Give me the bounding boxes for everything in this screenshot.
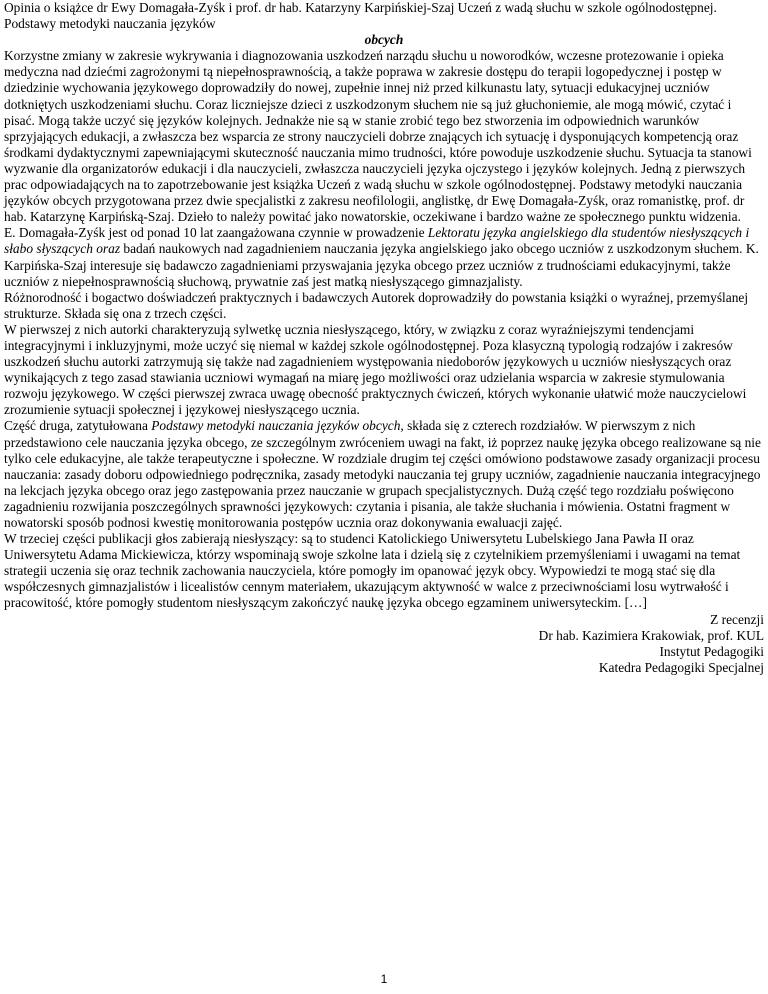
paragraph-part-two-start: Część druga, zatytułowana	[4, 418, 152, 434]
paragraph-authors-end: badań naukowych nad zagadnieniem nauczania języka angielskiego jako obcego uczniów z uszkodzonym słuchem. K. Karpińska-Szaj interesuje się badawczo zagadnieniami przyswajania języka obcego przez uczniów z trudnościami edukacyjnymi, także uczniów z niepełnosprawnością słuchową, prywatnie zaś jest matką niesłyszącego gimnazjalisty.	[4, 241, 759, 289]
paragraph-part-two-italic: Podstawy metodyki nauczania języków obcych,	[151, 418, 404, 434]
paragraph-part-one: W pierwszej z nich autorki charakteryzują sylwetkę ucznia niesłyszącego, który, w związku z coraz wyraźniejszymi tendencjami integracyjnymi i inkluzyjnymi, może uczyć się niemal w każdej szkole ogólnodostępnej. Poza klasyczną typologią rodzajów i zakresów uszkodzeń słuchu autorki zatrzymują się także nad zagadnieniem występowania niedoborów językowych u uczniów niesłyszących oraz wynikających z tego zasad stawiania uczniowi wymagań na miarę jego możliwości oraz udzielania wsparcia w zakresie stymulowania rozwoju językowego. W części pierwszej zwraca uwagę obecność praktycznych ćwiczeń, których wykonanie ułatwić może nauczycielowi zrozumienie sytuacji społecznej i językowej niesłyszącego ucznia.	[4, 321, 747, 418]
paragraph-part-three: W trzeciej części publikacji głos zabierają niesłyszący: są to studenci Katolickiego Uniwersytetu Lubelskiego Jana Pawła II oraz Uniwersytetu Adama Mickiewicza, którzy wspominają swoje szkolne lata i dzielą się z czytelnikiem przemyśleniami i uwagami na temat strategii uczenia się oraz technik zachowania nauczyciela, które pomogły im opanować język obcy. Wypowiedzi te mogą stać się dla współczesnych gimnazjalistów i licealistów cennym materiałem, ukazującym aktywność w walce z przeciwnościami losu wytrwałość i pracowitość, które pomogły studentom niesłyszącym zakończyć naukę języka obcego egzaminem uniwersyteckim. […]	[4, 531, 741, 611]
page-number: 1	[380, 972, 388, 986]
document-title: Opinia o książce dr Ewy Domagała-Zyśk i prof. dr hab. Katarzyny Karpińskiej-Szaj Uczeń z wadą słuchu w szkole ogólnodostępnej. Podstawy metodyki nauczania języków	[4, 0, 717, 32]
signature-line-4: Katedra Pedagogiki Specjalnej	[598, 659, 764, 675]
paragraph-authors-start: E. Domagała-Zyśk jest od ponad 10 lat zaangażowana czynnie w prowadzenie	[4, 225, 428, 241]
paragraph-authors-italic: Lektoratu języka angielskiego dla studentów niesłyszących i słabo słyszących oraz	[4, 225, 750, 257]
paragraph-intro: Korzystne zmiany w zakresie wykrywania i diagnozowania uszkodzeń narządu słuchu u noworodków, wczesne protezowanie i opieka medyczna nad dziećmi zagrożonymi tą niepełnosprawnością, a także poprawa w zakresie dostępu do terapii logopedycznej i postęp w dziedzinie wychowania językowego doprowadziły do nowej, zupełnie innej niż przed kilkunastu laty, sytuacji edukacyjnej uczniów dotkniętych uszkodzeniami słuchu. Coraz liczniejsze dzieci z uszkodzonym słuchem nie są już głuchoniemie, ale mogą mówić, czytać i pisać. Mogą także uczyć się języków kolejnych. Jednakże nie są w stanie zrobić tego bez stworzenia im odpowiednich warunków sprzyjających edukacji, a zwłaszcza bez wsparcia ze strony nauczycieli dobrze znających ich sytuację i dysponujących kompetencją oraz środkami dydaktycznymi zapewniającymi skuteczność nauczania mimo trudności, które powoduje uszkodzenie słuchu. Sytuacja ta stanowi wyzwanie dla organizatorów edukacji i dla nauczycieli, zwłaszcza nauczycieli języka ojczystego i języków kolejnych. Jedną z pierwszych prac odpowiadających na to zapotrzebowanie jest książka Uczeń z wadą słuchu w szkole ogólnodostępnej. Podstawy metodyki nauczania języków obcych przygotowana przez dwie specjalistki z zakresu neofilologii, anglistkę, dr Ewę Domagała-Zyśk, oraz romanistkę, prof. dr hab. Katarzynę Karpińską-Szaj. Dzieło to należy powitać jako nowatorskie, oczekiwane i bardzo ważne ze społecznego punktu widzenia.	[4, 48, 752, 225]
paragraph-structure: Różnorodność i bogactwo doświadczeń praktycznych i badawczych Autorek doprowadziły do powstania książki o wyraźnej, przemyślanej strukturze. Składa się ona z trzech części.	[4, 289, 749, 321]
signature-line-2: Dr hab. Kazimiera Krakowiak, prof. KUL	[538, 627, 764, 643]
signature-line-1: Z recenzji	[710, 611, 764, 627]
signature-line-3: Instytut Pedagogiki	[659, 643, 764, 659]
document-page	[4, 0, 764, 676]
paragraph-authors	[4, 225, 764, 289]
document-subtitle: obcych	[364, 32, 404, 48]
paragraph-part-two-end: składa się z czterech rozdziałów. W pierwszym z nich przedstawiono cele nauczania języka obcego, ze szczególnym zwróceniem uwagi na fakt, iż poprzez naukę języka obcego realizowane są nie tylko cele edukacyjne, ale także terapeutyczne i społeczne. W rozdziale drugim tej części omówiono podstawowe zasady organizacji procesu nauczania: zasady doboru odpowiedniego podręcznika, zasady metodyki nauczania tej grupy uczniów, zagadnienie nauczania integracyjnego na lekcjach języka obcego oraz jego zastępowania przez nauczanie w grupach specjalistycznych. Dużą część tego rozdziału poświęcono zagadnieniu rozwijania poszczególnych sprawności językowych: czytania i pisania, ale także słuchania i mówienia. Ostatni fragment w nowatorski sposób podnosi kwestię monitorowania postępów ucznia oraz dokonywania ewaluacji zajęć.	[4, 418, 761, 530]
paragraph-part-two	[4, 418, 764, 531]
